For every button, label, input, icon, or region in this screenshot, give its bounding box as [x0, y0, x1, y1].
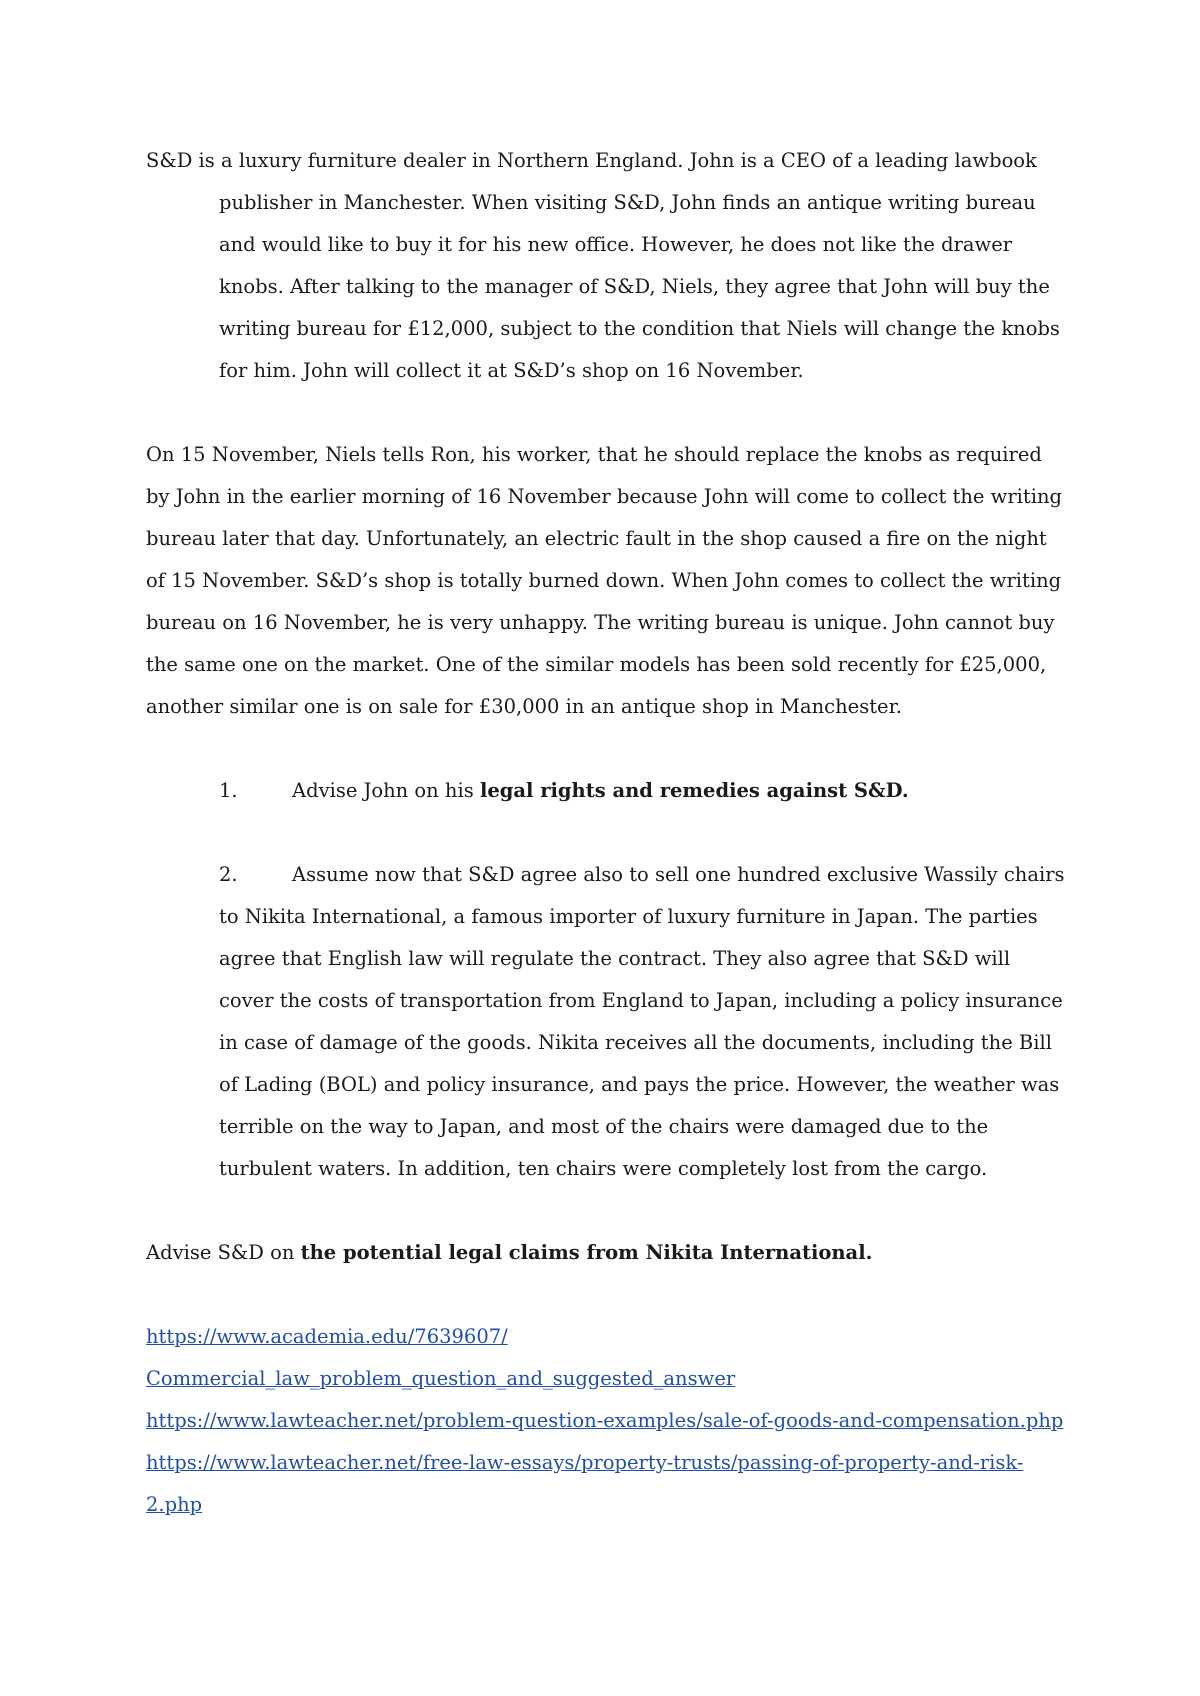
question-2	[146, 854, 1066, 1190]
scenario-paragraph-1: S&D is a luxury furniture dealer in Northern England. John is a CEO of a leading lawbook publisher in Manchester. When visiting S&D, John finds an antique writing bureau and would like to buy it for his new office. However, he does not like the drawer knobs. After talking to the manager of S&D, Niels, they agree that John will buy the writing bureau for £12,000, subject to the condition that Niels will change the knobs for him. John will collect it at S&D’s shop on 16 November.	[146, 149, 1060, 382]
paragraph-gap	[146, 1274, 1066, 1316]
paragraph-gap	[146, 728, 1066, 770]
link-academia-part-2[interactable]: Commercial_law_problem_question_and_suggested_answer	[146, 1367, 736, 1390]
advise-line	[146, 1232, 1066, 1274]
question-1	[146, 770, 1066, 812]
question-1-bold: legal rights and remedies against S&D.	[479, 779, 909, 802]
question-1-text: Advise John on his	[292, 779, 480, 802]
link-lawteacher-passing-of-property-part-2[interactable]: 2.php	[146, 1493, 203, 1516]
question-2-number: 2.	[219, 863, 238, 886]
reference-links	[146, 1316, 1066, 1526]
link-lawteacher-passing-of-property-part-1[interactable]: https://www.lawteacher.net/free-law-essays/property-trusts/passing-of-property-and-risk-	[146, 1451, 1024, 1474]
link-lawteacher-sale-of-goods[interactable]: https://www.lawteacher.net/problem-question-examples/sale-of-goods-and-compensation.php	[146, 1409, 1064, 1432]
paragraph-gap	[146, 1190, 1066, 1232]
paragraph-gap	[146, 392, 1066, 434]
advise-bold: the potential legal claims from Nikita International.	[300, 1241, 873, 1264]
paragraph-gap	[146, 812, 1066, 854]
document-page	[146, 140, 1066, 1526]
question-1-number: 1.	[219, 779, 238, 802]
link-academia-part-1[interactable]: https://www.academia.edu/7639607/	[146, 1325, 508, 1348]
scenario-paragraph-2: On 15 November, Niels tells Ron, his worker, that he should replace the knobs as required by John in the earlier morning of 16 November because John will come to collect the writing bureau later that day. Unfortunately, an electric fault in the shop caused a fire on the night of 15 November. S&D’s shop is totally burned down. When John comes to collect the writing bureau on 16 November, he is very unhappy. The writing bureau is unique. John cannot buy the same one on the market. One of the similar models has been sold recently for £25,000, another similar one is on sale for £30,000 in an antique shop in Manchester.	[146, 443, 1063, 718]
advise-text: Advise S&D on	[146, 1241, 301, 1264]
question-2-text: Assume now that S&D agree also to sell one hundred exclusive Wassily chairs to Nikita International, a famous importer of luxury furniture in Japan. The parties agree that English law will regulate the contract. They also agree that S&D will cover the costs of transportation from England to Japan, including a policy insurance in case of damage of the goods. Nikita receives all the documents, including the Bill of Lading (BOL) and policy insurance, and pays the price. However, the weather was terrible on the way to Japan, and most of the chairs were damaged due to the turbulent waters. In addition, ten chairs were completely lost from the cargo.	[219, 863, 1065, 1180]
